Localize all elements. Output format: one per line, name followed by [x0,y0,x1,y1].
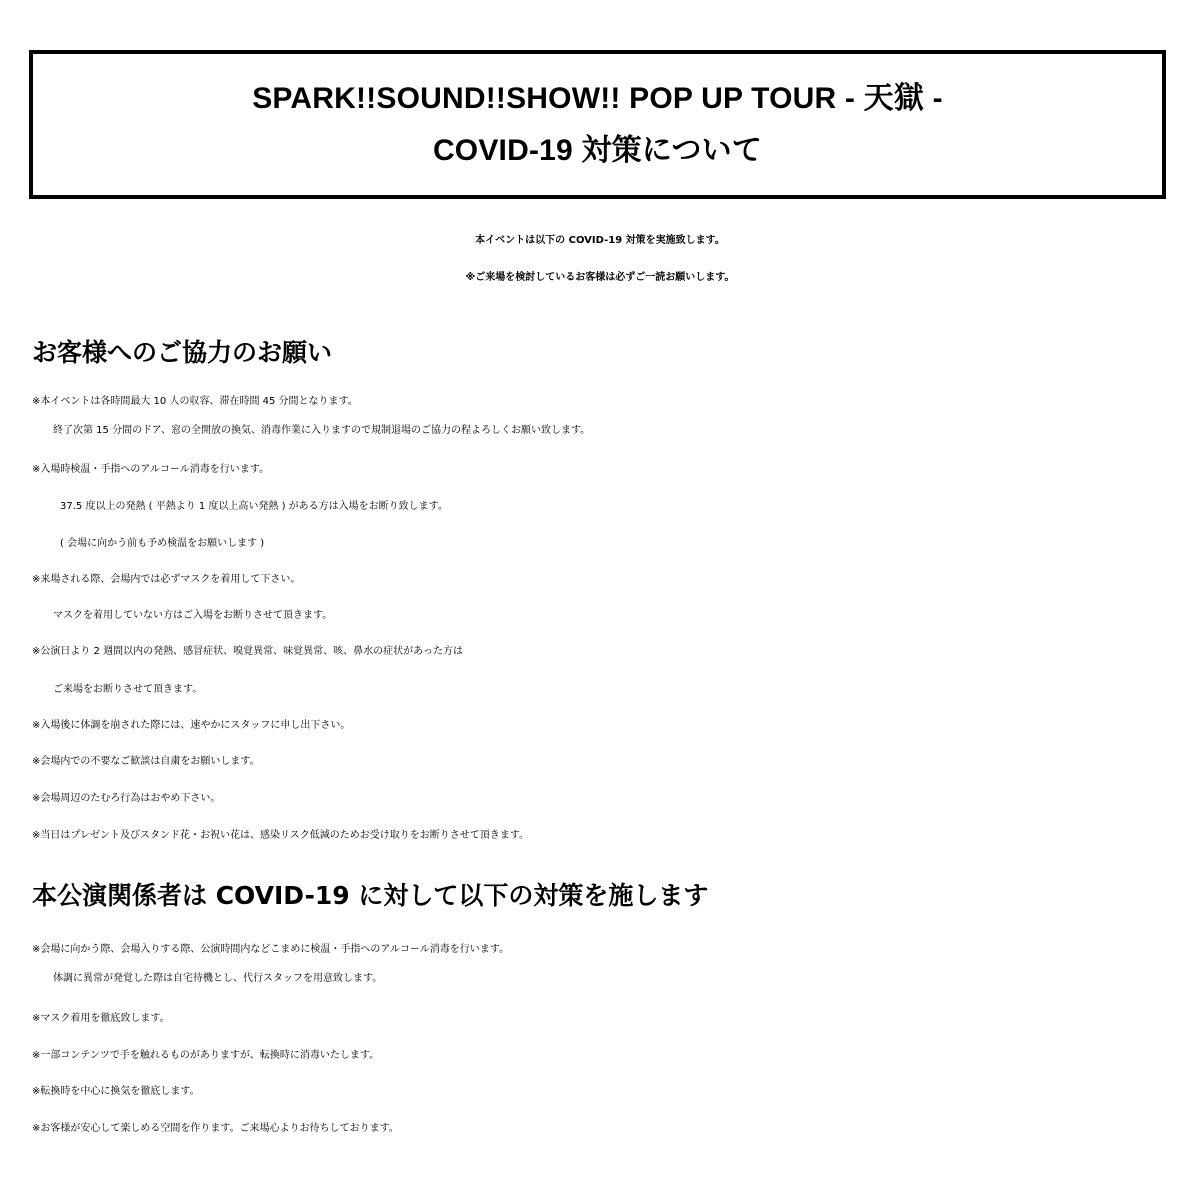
list-item-continuation: ( 会場に向かう前も予め検温をお願いします ) [60,537,265,549]
list-item: ※当日はプレゼント及びスタンド花・お祝い花は、感染リスク低減のためお受け取りをお断りさせて頂きます。 [32,829,529,841]
page-title: SPARK!!SOUND!!SHOW!! POP UP TOUR - 天獄 - [252,81,943,115]
intro [0,222,1200,296]
list-item: ※会場内での不要なご歓談は自粛をお願いします。 [32,756,260,768]
customer-request-list [32,387,1182,854]
staff-section-heading: 本公演関係者は COVID-19 に対して以下の対策を施します [32,881,709,910]
page-subtitle: COVID-19 対策について [432,133,763,167]
list-item: ※入場時検温・手指へのアルコール消毒を行います。 [32,464,269,475]
list-item: ※会場に向かう際、会場入りする際、公演時間内などこまめに検温・手指へのアルコール消毒を行います。 [32,944,509,955]
list-item: ※転換時を中心に換気を徹底します。 [32,1086,200,1098]
list-item: ※マスク着用を徹底致します。 [32,1013,170,1024]
list-item-continuation: 体調に異常が発覚した際は自宅待機とし、代行スタッフを用意致します。 [53,973,383,984]
list-item: ※一部コンテンツで手を触れるものがありますが、転換時に消毒いたします。 [32,1049,380,1061]
intro-line: 本イベントは以下の COVID-19 対策を実施致します。 [475,235,725,246]
list-item-continuation: ご来場をお断りさせて頂きます。 [53,683,203,695]
list-item: ※公演日より 2 週間以内の発熱、感冒症状、嗅覚異常、味覚異常、咳、鼻水の症状があった方は [32,646,463,658]
list-item: ※本イベントは各時間最大 10 人の収容、滞在時間 45 分間となります。 [32,396,358,407]
list-item: ※入場後に体調を崩された際には、速やかにスタッフに申し出下さい。 [32,719,351,731]
list-item: ※お客様が安心して楽しめる空間を作ります。ご来場心よりお待ちしております。 [32,1122,399,1134]
customer-section-heading: お客様へのご協力のお願い [32,338,333,367]
staff-measure-list [32,935,1182,1147]
intro-note: ※ご来場を検討しているお客様は必ずご一読お願いします。 [465,272,735,283]
list-item: ※会場周辺のたむろ行為はおやめ下さい。 [32,792,221,804]
list-item: ※来場される際、会場内では必ずマスクを着用して下さい。 [32,573,301,585]
title-box [29,50,1166,199]
list-item-continuation: 終了次第 15 分間のドア、窓の全開放の換気、消毒作業に入りますので規制退場のご協力の程よろしくお願い致します。 [53,425,591,436]
list-item-continuation: 37.5 度以上の発熱 ( 平熱より 1 度以上高い発熱 ) がある方は入場をお断り致します。 [60,500,448,512]
list-item-continuation: マスクを着用していない方はご入場をお断りさせて頂きます。 [53,610,333,622]
